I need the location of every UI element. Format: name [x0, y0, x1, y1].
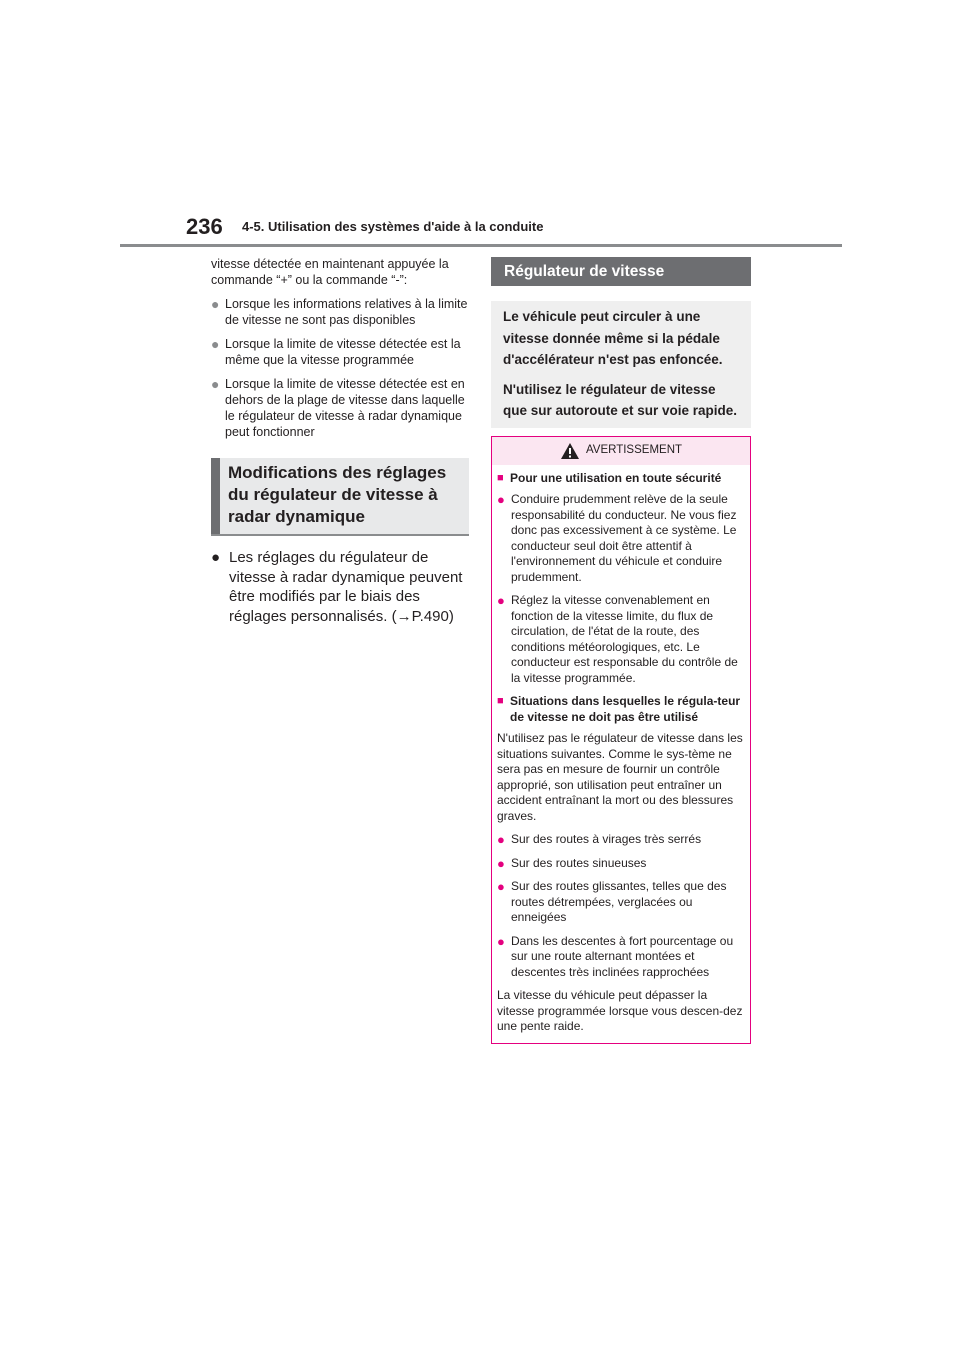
- list-item: ● Sur des routes glissantes, telles que des routes détrempées, verglacées ou enneigées: [497, 879, 727, 924]
- summary-text: N'utilisez le régulateur de vitesse que sur autoroute et sur voie rapide.: [503, 381, 738, 418]
- bullet-icon: ●: [497, 832, 505, 847]
- list-item: ● Sur des routes à virages très serrés: [497, 832, 702, 847]
- list-item: ● Dans les descentes à fort pourcentage ou sur une route alternant montées et descentes très inclinées rapprochées: [497, 933, 734, 979]
- section-heading: Modifications des réglages du régulateur de vitesse à radar dynamique: [228, 463, 447, 526]
- bullet-icon: ●: [211, 336, 220, 352]
- left-column: [211, 256, 469, 626]
- warning-header: [492, 437, 750, 465]
- summary-text: Le véhicule peut circuler à une vitesse donnée même si la pédale d'accélérateur n'est pas enfoncée.: [503, 309, 723, 367]
- square-bullet-icon: ■: [497, 695, 504, 707]
- list-item: ● Lorsque la limite de vitesse détectée est la même que la vitesse programmée: [211, 336, 461, 367]
- intro-paragraph: vitesse détectée en maintenant appuyée la commande “+” ou la commande “-”:: [211, 257, 449, 287]
- list-item: ● Réglez la vitesse convenablement en fonction de la vitesse limite, du flux de circulation, de l'état de la route, des conditions météorologiques, etc. Le conducteur est responsable du contrôle de la vitesse programmée.: [497, 593, 738, 685]
- section-heading-box: [211, 458, 469, 534]
- bullet-icon: ●: [497, 855, 505, 871]
- bullet-icon: ●: [497, 593, 505, 608]
- list-item: ● Les réglages du régulateur de vitesse à radar dynamique peuvent être modifiés par le biais des réglages personnalisés. (→P.490): [211, 549, 463, 625]
- header-divider: [120, 244, 842, 247]
- bullet-icon: ●: [211, 549, 221, 566]
- bullet-icon: ●: [497, 879, 505, 894]
- bullet-icon: ●: [497, 933, 505, 949]
- list-item: ● Lorsque les informations relatives à la limite de vitesse ne sont pas disponibles: [211, 296, 468, 327]
- page-header: [120, 214, 842, 250]
- warning-title: AVERTISSEMENT: [585, 443, 683, 456]
- bullet-icon: ●: [211, 296, 220, 312]
- warning-subheading: ■ Situations dans lesquelles le régula-teur de vitesse ne doit pas être utilisé: [497, 694, 741, 724]
- warning-subheading: ■ Pour une utilisation en toute sécurité: [497, 470, 722, 485]
- bullet-icon: ●: [211, 376, 220, 392]
- summary-box: [491, 301, 751, 428]
- section-title: 4-5. Utilisation des systèmes d'aide à la conduite: [242, 219, 544, 234]
- list-item: ● Sur des routes sinueuses: [497, 855, 647, 871]
- bullet-icon: ●: [497, 492, 505, 507]
- section-divider: [211, 534, 469, 536]
- cruise-control-heading: Régulateur de vitesse: [491, 257, 751, 286]
- warning-paragraph: N'utilisez pas le régulateur de vitesse dans les situations suivantes. Comme le sys-tème ne sera pas en mesure de fournir un contrôle approprié, son utilisation peut entraîner un accident entraînant la mort ou des blessures graves.: [497, 731, 743, 823]
- warning-closing: La vitesse du véhicule peut dépasser la vitesse programmée lorsque vous descen-dez une pente raide.: [497, 988, 743, 1033]
- square-bullet-icon: ■: [497, 471, 504, 484]
- list-item: ● Conduire prudemment relève de la seule responsabilité du conducteur. Ne vous fiez donc pas excessivement à ce système. Le conducteur seul doit être attentif à l'environnement du véhicule et conduire prudemment.: [497, 492, 737, 584]
- page-number: 236: [186, 214, 223, 239]
- warning-triangle-icon: [560, 442, 580, 460]
- right-column: [491, 257, 751, 1044]
- warning-box: [491, 436, 751, 1044]
- list-item: ● Lorsque la limite de vitesse détectée est en dehors de la plage de vitesse dans laquelle le régulateur de vitesse à radar dynamique peut fonctionner: [211, 376, 465, 439]
